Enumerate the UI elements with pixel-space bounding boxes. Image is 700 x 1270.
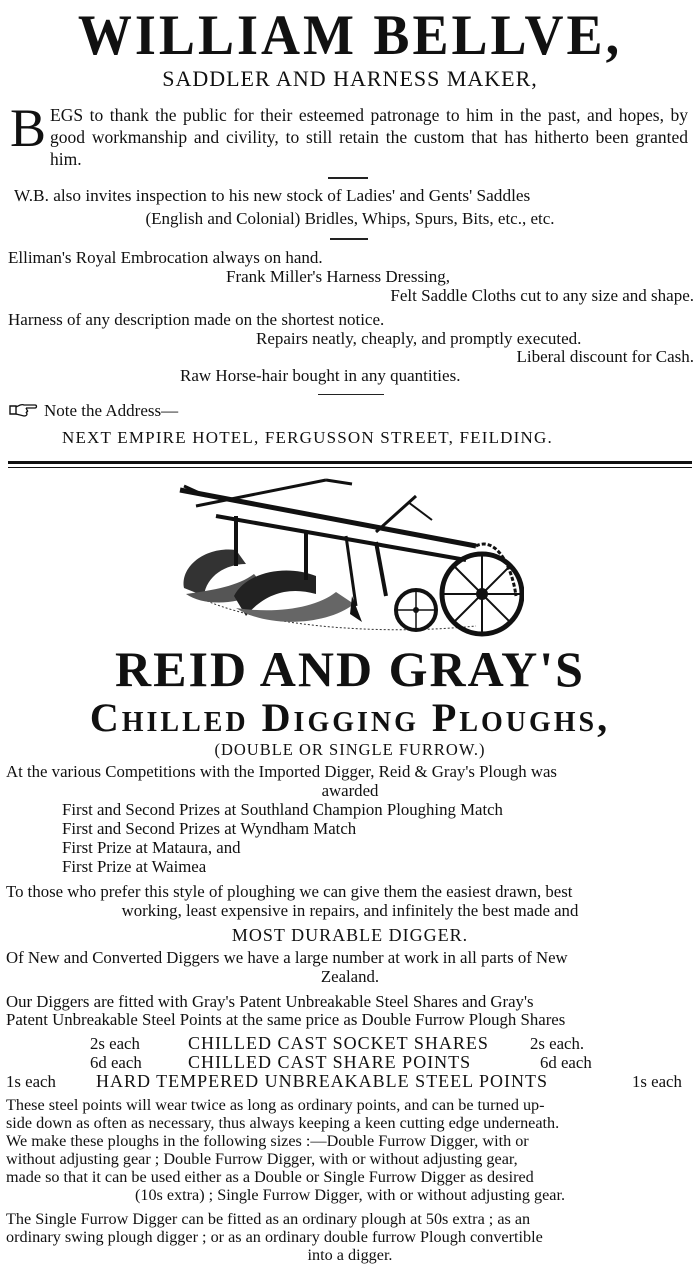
price-row-2-item: CHILLED CAST SHARE POINTS (188, 1052, 472, 1072)
points-line-5: made so that it can be used either as a Double or Single Furrow Digger as desired (6, 1168, 534, 1186)
converted-line-2: Zealand. (320, 967, 380, 986)
converted-line-1: Of New and Converted Diggers we have a large number at work in all parts of New (6, 948, 568, 967)
price-row-1-right: 2s each. (530, 1034, 585, 1053)
stock-line-1: W.B. also invites inspection to his new stock of Ladies' and Gents' Saddles (14, 186, 531, 205)
note-line (8, 401, 178, 421)
single-line-1: The Single Furrow Digger can be fitted as an ordinary plough at 50s extra ; as an (6, 1210, 531, 1228)
points-line-4: without adjusting gear ; Double Furrow Digger, with or without adjusting gear, (6, 1150, 518, 1168)
price-row-1-item: CHILLED CAST SOCKET SHARES (188, 1033, 489, 1053)
competition-line-1: At the various Competitions with the Imported Digger, Reid & Gray's Plough was (6, 762, 557, 781)
fitted-line-2: Patent Unbreakable Steel Points at the same price as Double Furrow Plough Shares (6, 1010, 566, 1029)
goods-line-7: Raw Horse-hair bought in any quantities. (180, 366, 461, 385)
ad-separator-thick (8, 461, 692, 464)
single-line-3: into a digger. (307, 1246, 393, 1264)
goods-line-6: Liberal discount for Cash. (516, 347, 694, 366)
price-row-2-left: 6d each (90, 1053, 142, 1072)
advertiser-name: WILLIAM BELLVE, (77, 3, 623, 67)
intro-text: EGS to thank the public for their esteemed patronage to him in the past, and hopes, by good workmanship and civility, to still retain the custom that has hitherto been granted him. (50, 105, 688, 169)
plough-illustration (176, 476, 524, 644)
pointing-hand-icon (8, 402, 38, 418)
goods-line-1: Elliman's Royal Embrocation always on hand. (8, 248, 323, 267)
goods-line-2: Frank Miller's Harness Dressing, (226, 267, 451, 286)
prefer-line-2: working, least expensive in repairs, and infinitely the best made and (121, 901, 579, 920)
fitted-line-1: Our Diggers are fitted with Gray's Patent Unbreakable Steel Shares and Gray's (6, 992, 534, 1011)
intro-paragraph (10, 98, 688, 170)
single-line-2: ordinary swing plough digger ; or as an ordinary double furrow Plough convertible (6, 1228, 543, 1246)
goods-line-5: Repairs neatly, cheaply, and promptly executed. (256, 329, 582, 348)
points-line-6: (10s extra) ; Single Furrow Digger, with or without adjusting gear. (134, 1186, 566, 1204)
trade-heading: SADDLER AND HARNESS MAKER, (162, 66, 538, 91)
ad-separator-thin (8, 467, 692, 468)
short-rule-2 (330, 238, 368, 240)
price-row-3-item: HARD TEMPERED UNBREAKABLE STEEL POINTS (96, 1071, 549, 1091)
goods-line-3: Felt Saddle Cloths cut to any size and shape. (390, 286, 694, 305)
prize-line-2: First and Second Prizes at Wyndham Match (62, 819, 357, 838)
points-line-1: These steel points will wear twice as long as ordinary points, and can be turned up- (6, 1096, 545, 1114)
price-row-1-left: 2s each (90, 1034, 140, 1053)
furrow-line: (DOUBLE OR SINGLE FURROW.) (214, 740, 486, 759)
durable-heading: MOST DURABLE DIGGER. (231, 925, 469, 945)
stock-line-2: (English and Colonial) Bridles, Whips, Spurs, Bits, etc., etc. (145, 209, 555, 228)
prefer-line-1: To those who prefer this style of ploughing we can give them the easiest drawn, best (6, 882, 573, 901)
note-text: Note the Address— (44, 401, 179, 420)
points-line-3: We make these ploughs in the following sizes :—Double Furrow Digger, with or (6, 1132, 529, 1150)
ad2-title: REID AND GRAY'S (115, 641, 585, 697)
address-line: NEXT EMPIRE HOTEL, FERGUSSON STREET, FEILDING. (62, 428, 553, 447)
drop-cap: B (10, 98, 47, 158)
price-row-3-right: 1s each (632, 1072, 682, 1091)
competition-line-2: awarded (321, 781, 379, 800)
price-row-3-left: 1s each (6, 1072, 56, 1091)
prize-line-4: First Prize at Waimea (62, 857, 207, 876)
goods-line-4: Harness of any description made on the shortest notice. (8, 310, 385, 329)
points-line-2: side down as often as necessary, thus always keeping a keen cutting edge underneath. (6, 1114, 560, 1132)
ad2-subtitle: Chilled Digging Ploughs, (89, 695, 611, 740)
prize-line-3: First Prize at Mataura, and (62, 838, 241, 857)
short-rule-3 (318, 394, 384, 395)
prize-line-1: First and Second Prizes at Southland Champion Ploughing Match (62, 800, 503, 819)
price-row-2-right: 6d each (540, 1053, 592, 1072)
short-rule (328, 177, 368, 179)
